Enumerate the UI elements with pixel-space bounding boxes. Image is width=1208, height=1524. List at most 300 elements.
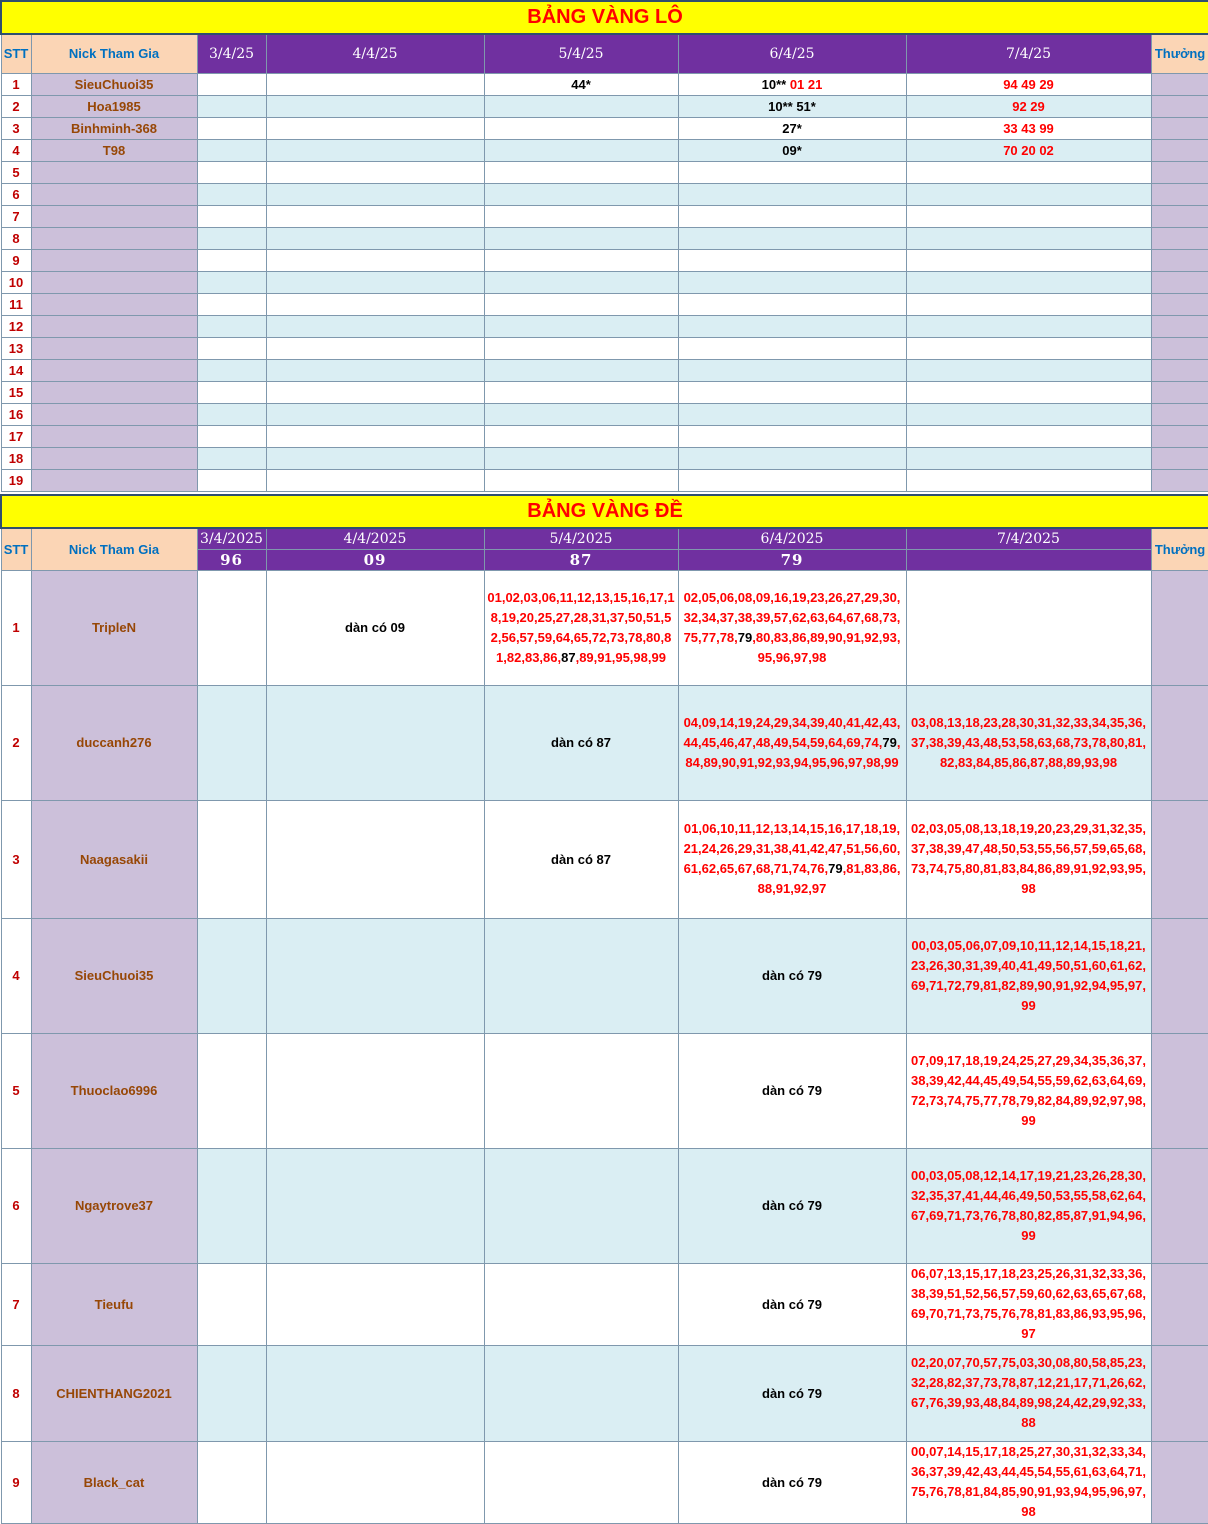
- lo-cell-d3: [197, 315, 266, 337]
- de-hit-number: dàn có 79: [762, 1198, 822, 1213]
- de-cell-d7: [906, 1263, 1151, 1345]
- lo-row: [1, 381, 1208, 403]
- lo-row-bonus: [1151, 183, 1208, 205]
- de-cell-d3: [197, 1263, 266, 1345]
- lo-cell-d6: [678, 425, 906, 447]
- lo-row-nick: [31, 183, 197, 205]
- lo-cell-d4: [266, 205, 484, 227]
- lo-cell-d7: [906, 381, 1151, 403]
- de-cell-d7: [906, 918, 1151, 1033]
- lo-cell-d4: [266, 403, 484, 425]
- lo-cell-d5: [484, 95, 678, 117]
- lo-cell-d4: [266, 381, 484, 403]
- lo-cell-d6: [678, 117, 906, 139]
- lo-row-stt: 3: [1, 117, 31, 139]
- lo-row-nick: [31, 425, 197, 447]
- lo-cell-d7: [906, 227, 1151, 249]
- de-row-bonus: [1151, 918, 1208, 1033]
- lo-cell-d7: [906, 469, 1151, 491]
- de-number-list: ,89,91,95,98,99: [575, 649, 666, 665]
- de-header-date-2: 4/4/2025: [266, 528, 484, 549]
- de-hit-number: 79: [828, 861, 843, 876]
- lo-cell-d6: [678, 205, 906, 227]
- lo-cell-d4: [266, 337, 484, 359]
- lo-row-bonus: [1151, 249, 1208, 271]
- lo-cell-d3: [197, 381, 266, 403]
- lo-row: [1, 315, 1208, 337]
- lo-cell-d3: [197, 469, 266, 491]
- de-cell-d6: [678, 1263, 906, 1345]
- lo-body: [1, 73, 1208, 491]
- de-cell-d6: [678, 918, 906, 1033]
- lo-row: [1, 403, 1208, 425]
- lo-row-bonus: [1151, 139, 1208, 161]
- lo-row-nick: [31, 293, 197, 315]
- lo-cell-d5: [484, 425, 678, 447]
- de-header-stt: STT: [1, 528, 31, 570]
- de-cell-d6: [678, 1345, 906, 1441]
- lo-row-bonus: [1151, 95, 1208, 117]
- de-cell-d3: [197, 1148, 266, 1263]
- lo-cell-d3: [197, 205, 266, 227]
- de-cell-d5: [484, 800, 678, 918]
- de-cell-d5: [484, 1148, 678, 1263]
- lo-cell-d7: [906, 315, 1151, 337]
- de-hit-number: dàn có 79: [762, 1296, 822, 1312]
- de-number-list: 01,02,03,06,11,12,13,15,16,17,18,19,20,25,27,28,31,37,50,51,52,56,57,59,64,65,72,73,78,80,81,82,83,86,: [487, 589, 675, 665]
- lo-row-nick: [31, 359, 197, 381]
- lo-cell-d4: [266, 469, 484, 491]
- lo-cell-d4: [266, 183, 484, 205]
- lo-cell-d7: 70 20 02: [906, 139, 1151, 161]
- de-hit-number: dàn có 79: [762, 1083, 822, 1098]
- de-row: [1, 800, 1208, 918]
- lo-cell-d5: [484, 227, 678, 249]
- de-cell-d3: [197, 1345, 266, 1441]
- lo-row-bonus: [1151, 359, 1208, 381]
- lo-cell-d7: [906, 447, 1151, 469]
- lo-row: [1, 73, 1208, 95]
- lo-cell-d3: [197, 73, 266, 95]
- lo-row-stt: 9: [1, 249, 31, 271]
- lo-cell-d7: [906, 183, 1151, 205]
- de-cell-d7: [906, 570, 1151, 685]
- lo-row: [1, 271, 1208, 293]
- de-hit-number: dàn có 09: [345, 620, 405, 635]
- lo-cell-d7: [906, 205, 1151, 227]
- de-cell-d7: [906, 1345, 1151, 1441]
- lo-cell-d3: [197, 183, 266, 205]
- lo-cell-d3: [197, 293, 266, 315]
- lo-cell-d7: 92 29: [906, 95, 1151, 117]
- lo-cell-d7: [906, 425, 1151, 447]
- de-row-bonus: [1151, 1033, 1208, 1148]
- lo-row-stt: 12: [1, 315, 31, 337]
- lo-row-nick: [31, 447, 197, 469]
- de-number-list: 03,08,13,18,23,28,30,31,32,33,34,35,36,37,38,39,43,48,53,58,63,68,73,78,80,81,82,83,84,85,86,87,88,89,93,98: [911, 714, 1146, 770]
- lo-cell-d7: 33 43 99: [906, 117, 1151, 139]
- de-cell-d5: [484, 685, 678, 800]
- lo-cell-d6: [678, 381, 906, 403]
- lo-cell-d3: [197, 337, 266, 359]
- de-row-nick: TripleN: [31, 570, 197, 685]
- de-cell-d4: [266, 1263, 484, 1345]
- lo-row-bonus: [1151, 227, 1208, 249]
- de-body: [1, 570, 1208, 1523]
- lo-cell-d4: [266, 315, 484, 337]
- de-row-bonus: [1151, 1441, 1208, 1523]
- lo-cell-d6: [678, 73, 906, 95]
- lo-cell-d4: [266, 293, 484, 315]
- lo-cell-d7: [906, 403, 1151, 425]
- de-cell-d3: [197, 800, 266, 918]
- de-row-bonus: [1151, 800, 1208, 918]
- de-cell-d4: [266, 570, 484, 685]
- lo-cell-d7: [906, 161, 1151, 183]
- de-number-list: 00,03,05,06,07,09,10,11,12,14,15,18,21,23,26,30,31,39,40,41,49,50,51,60,61,62,69,71,72,79,81,82,89,90,91,92,94,95,97,99: [911, 937, 1146, 1013]
- lo-cell-d3: [197, 447, 266, 469]
- de-number-list: 00,07,14,15,17,18,25,27,30,31,32,33,34,36,37,39,42,43,44,45,54,55,61,63,64,71,75,76,78,81,84,85,90,91,93,94,95,96,97,98: [911, 1444, 1146, 1519]
- de-hit-number: dàn có 79: [762, 1385, 822, 1401]
- de-cell-d5: [484, 1263, 678, 1345]
- de-row-stt: 8: [1, 1345, 31, 1441]
- lo-row-nick: [31, 249, 197, 271]
- lo-row-nick: [31, 227, 197, 249]
- de-hit-number: dàn có 79: [762, 968, 822, 983]
- lo-row-bonus: [1151, 271, 1208, 293]
- lo-row-bonus: [1151, 469, 1208, 491]
- de-cell-d3: [197, 1033, 266, 1148]
- lo-row-nick: Hoa1985: [31, 95, 197, 117]
- lo-cell-d3: [197, 249, 266, 271]
- de-row-nick: SieuChuoi35: [31, 918, 197, 1033]
- lo-header-date-3: 5/4/25: [484, 34, 678, 73]
- lo-cell-d5: [484, 205, 678, 227]
- lo-cell-d6: [678, 469, 906, 491]
- lo-cell-d7: [906, 359, 1151, 381]
- lo-cell-d3: [197, 359, 266, 381]
- de-hit-number: dàn có 87: [551, 851, 611, 867]
- lo-header-date-2: 4/4/25: [266, 34, 484, 73]
- de-row: [1, 1148, 1208, 1263]
- de-cell-d7: [906, 1441, 1151, 1523]
- lo-cell-d5: [484, 139, 678, 161]
- de-cell-d4: [266, 1033, 484, 1148]
- lo-cell-d4: [266, 117, 484, 139]
- lo-row-nick: Binhminh-368: [31, 117, 197, 139]
- lo-cell-d5: [484, 337, 678, 359]
- lo-row: [1, 227, 1208, 249]
- de-cell-d4: [266, 685, 484, 800]
- lo-row-nick: [31, 205, 197, 227]
- de-row-nick: Naagasakii: [31, 800, 197, 918]
- de-header-nick: Nick Tham Gia: [31, 528, 197, 570]
- de-number-list: ,80,83,86,89,90,91,92,93,95,96,97,98: [752, 629, 901, 665]
- de-result-2: 09: [266, 549, 484, 570]
- lo-row-stt: 6: [1, 183, 31, 205]
- de-number-list: 06,07,13,15,17,18,23,25,26,31,32,33,36,38,39,51,52,56,57,59,60,62,63,65,67,68,69,70,71,73,75,76,78,81,83,86,93,95,96,97: [911, 1266, 1146, 1341]
- de-cell-d6: [678, 685, 906, 800]
- de-header-date-5: 7/4/2025: [906, 528, 1151, 549]
- lo-row-bonus: [1151, 447, 1208, 469]
- lo-row: [1, 337, 1208, 359]
- de-hit-number: dàn có 87: [551, 735, 611, 750]
- lo-row-stt: 14: [1, 359, 31, 381]
- lo-cell-d4: [266, 425, 484, 447]
- lo-cell-d4: [266, 139, 484, 161]
- de-hit-number: 79: [882, 734, 897, 750]
- lo-row-stt: 7: [1, 205, 31, 227]
- lo-cell-d6-hit: 10**: [761, 76, 787, 92]
- lo-row-stt: 4: [1, 139, 31, 161]
- lo-cell-d6: [678, 95, 906, 117]
- lo-row-bonus: [1151, 381, 1208, 403]
- de-cell-d4: [266, 1345, 484, 1441]
- lo-cell-d5: [484, 161, 678, 183]
- de-row-stt: 2: [1, 685, 31, 800]
- lo-row-stt: 15: [1, 381, 31, 403]
- lo-row-bonus: [1151, 117, 1208, 139]
- lo-row: [1, 425, 1208, 447]
- lo-cell-d6: [678, 249, 906, 271]
- lo-cell-d4: [266, 161, 484, 183]
- de-number-list: 02,03,05,08,13,18,19,20,23,29,31,32,35,37,38,39,47,48,50,53,55,56,57,59,65,68,73,74,75,80,81,83,84,86,89,91,92,93,95,98: [911, 821, 1146, 896]
- lo-cell-d5: [484, 447, 678, 469]
- lo-cell-d4: [266, 271, 484, 293]
- lo-row-nick: [31, 469, 197, 491]
- lo-row: [1, 139, 1208, 161]
- de-row-stt: 9: [1, 1441, 31, 1523]
- de-hit-number: 87: [561, 649, 576, 665]
- lo-header-nick: Nick Tham Gia: [31, 34, 197, 73]
- lo-cell-d3: [197, 403, 266, 425]
- de-number-list: 01,06,10,11,12,13,14,15,16,17,18,19,21,24,26,29,31,38,41,42,47,51,56,60,61,62,65,67,68,71,74,76,: [683, 821, 901, 876]
- de-number-list: 02,20,07,70,57,75,03,30,08,80,58,85,23,32,28,82,37,73,78,87,12,21,17,71,26,62,67,76,39,93,48,84,89,98,24,42,29,92,33,88: [911, 1355, 1146, 1430]
- lo-title: BẢNG VÀNG LÔ: [1, 1, 1208, 34]
- de-cell-d3: [197, 570, 266, 685]
- de-cell-d3: [197, 1441, 266, 1523]
- lo-cell-d4: [266, 359, 484, 381]
- lo-cell-d5: [484, 249, 678, 271]
- lo-cell-d6: [678, 271, 906, 293]
- de-result-4: 79: [678, 549, 906, 570]
- de-row-bonus: [1151, 1263, 1208, 1345]
- lo-cell-d3: [197, 271, 266, 293]
- de-cell-d7: [906, 1033, 1151, 1148]
- lo-row: [1, 95, 1208, 117]
- de-row-bonus: [1151, 685, 1208, 800]
- lo-cell-d7: [906, 293, 1151, 315]
- lo-cell-d5: [484, 403, 678, 425]
- lo-cell-d6-miss: 01 21: [786, 76, 823, 92]
- de-row: [1, 1345, 1208, 1441]
- lo-cell-d6: [678, 161, 906, 183]
- lo-cell-d5: [484, 469, 678, 491]
- de-row-nick: duccanh276: [31, 685, 197, 800]
- de-number-list: 00,03,05,08,12,14,17,19,21,23,26,28,30,32,35,37,41,44,46,49,50,53,55,58,62,64,67,69,71,73,76,78,80,82,85,87,91,94,96,99: [911, 1167, 1146, 1243]
- lo-row-bonus: [1151, 315, 1208, 337]
- de-cell-d5: [484, 1441, 678, 1523]
- lo-cell-d5: [484, 381, 678, 403]
- de-cell-d7: [906, 1148, 1151, 1263]
- de-result-5: [906, 549, 1151, 570]
- de-cell-d6: [678, 570, 906, 685]
- de-row-bonus: [1151, 1148, 1208, 1263]
- de-cell-d6: [678, 1033, 906, 1148]
- lo-row-nick: [31, 337, 197, 359]
- de-result-1: 96: [197, 549, 266, 570]
- lo-cell-d7: [906, 249, 1151, 271]
- lo-row-bonus: [1151, 161, 1208, 183]
- de-row: [1, 1441, 1208, 1523]
- lo-row-stt: 19: [1, 469, 31, 491]
- de-cell-d4: [266, 918, 484, 1033]
- lo-row-nick: [31, 161, 197, 183]
- de-cell-d4: [266, 800, 484, 918]
- de-cell-d5: [484, 570, 678, 685]
- de-row-stt: 6: [1, 1148, 31, 1263]
- lo-cell-d6-hit: 10** 51*: [768, 98, 816, 114]
- lo-cell-d3: [197, 227, 266, 249]
- de-number-list: 04,09,14,19,24,29,34,39,40,41,42,43,44,45,46,47,48,49,54,59,64,69,74,: [683, 714, 901, 750]
- lo-cell-d7: [906, 271, 1151, 293]
- lo-row-bonus: [1151, 73, 1208, 95]
- lo-row-stt: 11: [1, 293, 31, 315]
- lo-cell-d5: [484, 315, 678, 337]
- lo-header-stt: STT: [1, 34, 31, 73]
- de-row: [1, 685, 1208, 800]
- lo-cell-d4: [266, 227, 484, 249]
- de-row-stt: 3: [1, 800, 31, 918]
- de-header-date-4: 6/4/2025: [678, 528, 906, 549]
- lo-cell-d6: [678, 183, 906, 205]
- lo-row: [1, 205, 1208, 227]
- de-row-nick: Ngaytrove37: [31, 1148, 197, 1263]
- de-cell-d6: [678, 1148, 906, 1263]
- lo-cell-d6: [678, 139, 906, 161]
- lo-header-date-1: 3/4/25: [197, 34, 266, 73]
- de-header-date-1: 3/4/2025: [197, 528, 266, 549]
- lo-row-stt: 5: [1, 161, 31, 183]
- lo-cell-d3: [197, 139, 266, 161]
- lo-row-stt: 16: [1, 403, 31, 425]
- lo-row: [1, 161, 1208, 183]
- lo-row-stt: 1: [1, 73, 31, 95]
- lo-row: [1, 359, 1208, 381]
- de-row-nick: Black_cat: [31, 1441, 197, 1523]
- de-cell-d4: [266, 1148, 484, 1263]
- lo-row-nick: T98: [31, 139, 197, 161]
- de-number-list: ,81,83,86,88,91,92,97: [757, 861, 901, 896]
- de-header-bonus: Thưởng: [1151, 528, 1208, 570]
- lo-cell-d4: [266, 95, 484, 117]
- lo-cell-d6-hit: 09*: [782, 142, 802, 158]
- lo-row-stt: 18: [1, 447, 31, 469]
- lo-cell-d3: [197, 161, 266, 183]
- lo-cell-d5: [484, 359, 678, 381]
- de-row: [1, 570, 1208, 685]
- de-row-stt: 4: [1, 918, 31, 1033]
- de-row: [1, 1033, 1208, 1148]
- lo-row-bonus: [1151, 425, 1208, 447]
- lo-row-bonus: [1151, 403, 1208, 425]
- de-row-bonus: [1151, 570, 1208, 685]
- lo-cell-d5: [484, 293, 678, 315]
- de-cell-d6: [678, 800, 906, 918]
- de-row: [1, 1263, 1208, 1345]
- de-cell-d7: [906, 685, 1151, 800]
- lo-row: [1, 249, 1208, 271]
- lo-cell-d4: [266, 73, 484, 95]
- lo-header-bonus: Thưởng: [1151, 34, 1208, 73]
- lo-row: [1, 117, 1208, 139]
- de-cell-d6: [678, 1441, 906, 1523]
- lo-row: [1, 293, 1208, 315]
- de-header-date-3: 5/4/2025: [484, 528, 678, 549]
- lo-row-nick: [31, 403, 197, 425]
- lo-cell-d4: [266, 447, 484, 469]
- de-cell-d3: [197, 685, 266, 800]
- de-title: BẢNG VÀNG ĐỀ: [1, 495, 1208, 528]
- de-cell-d5: [484, 918, 678, 1033]
- lo-row: [1, 183, 1208, 205]
- lo-row-nick: [31, 381, 197, 403]
- de-row-nick: Tieufu: [31, 1263, 197, 1345]
- lo-cell-d5: 44*: [484, 73, 678, 95]
- de-row-bonus: [1151, 1345, 1208, 1441]
- de-number-list: ,84,89,90,91,92,93,94,95,96,97,98,99: [685, 734, 901, 770]
- lo-row-nick: [31, 315, 197, 337]
- lo-cell-d6: [678, 359, 906, 381]
- lo-cell-d6: [678, 293, 906, 315]
- lo-cell-d6: [678, 447, 906, 469]
- lo-row-bonus: [1151, 337, 1208, 359]
- de-hit-number: 79: [737, 629, 753, 645]
- lo-row-stt: 17: [1, 425, 31, 447]
- lo-cell-d6-hit: 27*: [782, 120, 802, 136]
- lo-cell-d5: [484, 271, 678, 293]
- lo-cell-d5: [484, 117, 678, 139]
- lo-row: [1, 447, 1208, 469]
- de-row-nick: CHIENTHANG2021: [31, 1345, 197, 1441]
- de-hit-number: dàn có 79: [762, 1474, 822, 1490]
- de-row: [1, 918, 1208, 1033]
- lo-cell-d5: [484, 183, 678, 205]
- lo-row-stt: 2: [1, 95, 31, 117]
- lo-row-stt: 13: [1, 337, 31, 359]
- lo-cell-d6: [678, 227, 906, 249]
- de-number-list: 02,05,06,08,09,16,19,23,26,27,29,30,32,34,37,38,39,57,62,63,64,67,68,73,75,77,78,: [683, 589, 901, 645]
- de-result-3: 87: [484, 549, 678, 570]
- lo-cell-d4: [266, 249, 484, 271]
- lo-row-stt: 10: [1, 271, 31, 293]
- lo-row: [1, 469, 1208, 491]
- de-row-stt: 1: [1, 570, 31, 685]
- de-number-list: 07,09,17,18,19,24,25,27,29,34,35,36,37,38,39,42,44,45,49,54,55,59,62,63,64,69,72,73,74,75,77,78,79,82,84,89,92,97,98,99: [911, 1052, 1146, 1128]
- lo-row-bonus: [1151, 293, 1208, 315]
- de-cell-d5: [484, 1345, 678, 1441]
- lo-cell-d3: [197, 117, 266, 139]
- de-cell-d4: [266, 1441, 484, 1523]
- de-table: [0, 494, 1208, 1524]
- lo-row-nick: [31, 271, 197, 293]
- lo-row-stt: 8: [1, 227, 31, 249]
- lo-row-nick: SieuChuoi35: [31, 73, 197, 95]
- lo-cell-d3: [197, 95, 266, 117]
- lo-cell-d7: 94 49 29: [906, 73, 1151, 95]
- lo-cell-d6: [678, 315, 906, 337]
- lo-cell-d6: [678, 403, 906, 425]
